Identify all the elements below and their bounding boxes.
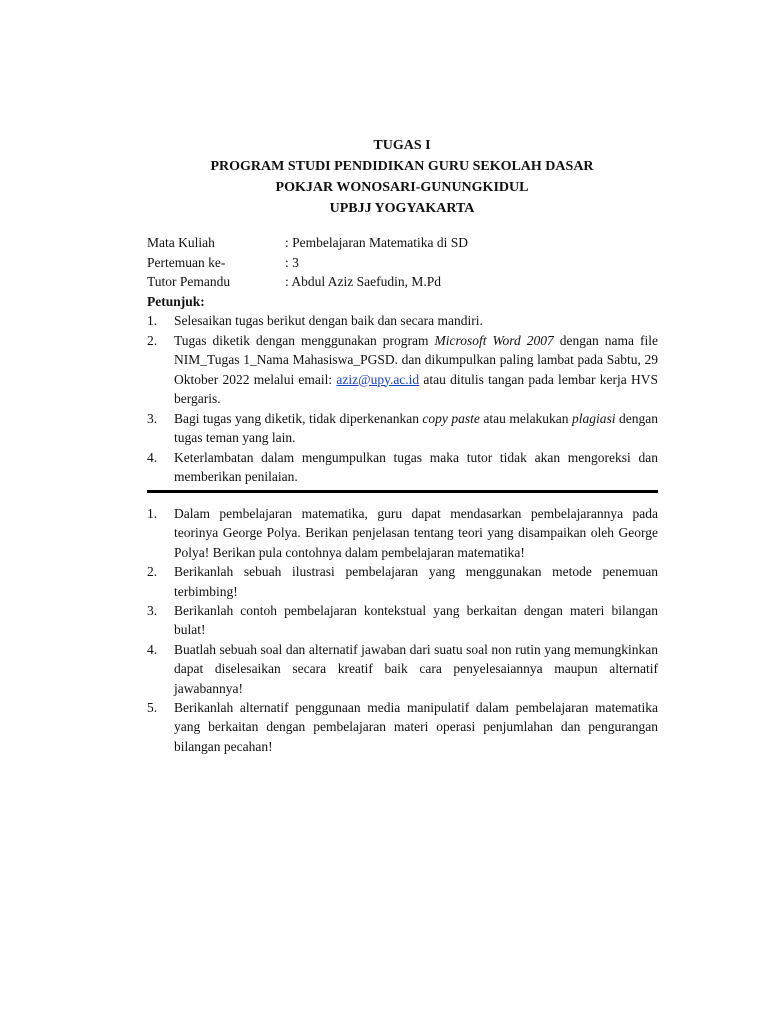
instruction-text: Bagi tugas yang diketik, tidak diperkenankan bbox=[174, 410, 423, 426]
session-label: Pertemuan ke- bbox=[147, 254, 226, 270]
instruction-text: Selesaikan tugas berikut dengan baik dan secara mandiri. bbox=[174, 313, 483, 328]
instruction-number: 1. bbox=[147, 313, 158, 328]
email-link[interactable]: aziz@upy.ac.id bbox=[336, 371, 420, 387]
tutor-label: Tutor Pemandu bbox=[147, 274, 231, 289]
instruction-text: dengan nama file NIM_Tugas 1_Nama Mahasiswa_PGSD. dan dikumpulkan paling lambat pada Sabtu, 29 Oktober 2022 melalui email: bbox=[174, 332, 658, 387]
course-info-row bbox=[147, 272, 657, 292]
emphasis-copy-paste: copy paste bbox=[422, 410, 480, 426]
task-item bbox=[147, 698, 658, 756]
instruction-item bbox=[147, 311, 658, 331]
task-text: Buatlah sebuah soal dan alternatif jawaban dari suatu soal non rutin yang memungkinkan dapat diselesaikan secara kreatif baik cara penyelesaiannya maupun alternatif jawabannya! bbox=[174, 641, 658, 696]
emphasis-plagiasi: plagiasi bbox=[572, 410, 616, 426]
task-item bbox=[147, 640, 658, 698]
course-info bbox=[147, 233, 657, 292]
task-list bbox=[147, 504, 658, 756]
header-pokjar: POKJAR WONOSARI-GUNUNGKIDUL bbox=[275, 180, 529, 195]
instruction-text: Tugas diketik dengan menggunakan program bbox=[174, 332, 435, 348]
task-item bbox=[147, 601, 658, 640]
task-text: Dalam pembelajaran matematika, guru dapat mendasarkan pembelajarannya pada teorinya George Polya. Berikan penjelasan tentang teori yang disampaikan oleh George Polya! Berikan pula contohnya dalam pembelajaran matematika! bbox=[174, 506, 658, 560]
course-info-row bbox=[147, 253, 657, 273]
task-item bbox=[147, 504, 658, 562]
header-program: PROGRAM STUDI PENDIDIKAN GURU SEKOLAH DASAR bbox=[210, 159, 594, 174]
instruction-number: 4. bbox=[147, 449, 158, 465]
section-divider bbox=[147, 490, 658, 493]
task-number: 4. bbox=[147, 641, 158, 657]
instruction-text: atau ditulis tangan pada lembar kerja HVS bergaris. bbox=[174, 371, 658, 406]
instructions-title: Petunjuk: bbox=[147, 294, 205, 309]
instruction-item bbox=[147, 409, 658, 448]
task-number: 3. bbox=[147, 603, 158, 619]
task-number: 1. bbox=[147, 506, 158, 521]
instruction-item bbox=[147, 448, 658, 487]
instruction-number: 3. bbox=[147, 410, 158, 426]
task-number: 2. bbox=[147, 564, 158, 580]
software-name: Microsoft Word 2007 bbox=[434, 332, 554, 348]
task-number: 5. bbox=[147, 700, 158, 716]
instruction-text: Keterlambatan dalam mengumpulkan tugas maka tutor tidak akan mengoreksi dan memberikan penilaian. bbox=[174, 449, 658, 484]
task-text: Berikanlah sebuah ilustrasi pembelajaran yang menggunakan metode penemuan terbimbing! bbox=[174, 564, 658, 599]
instruction-item bbox=[147, 331, 658, 409]
course-label: Mata Kuliah bbox=[147, 235, 215, 250]
course-value: : Pembelajaran Matematika di SD bbox=[285, 235, 468, 250]
course-info-row bbox=[147, 233, 657, 253]
header-upbjj: UPBJJ YOGYAKARTA bbox=[329, 201, 475, 216]
task-text: Berikanlah contoh pembelajaran kontekstual yang berkaitan dengan materi bilangan bulat! bbox=[174, 603, 658, 638]
document-header bbox=[146, 135, 658, 219]
instruction-text: atau melakukan bbox=[479, 410, 573, 426]
tutor-value: : Abdul Aziz Saefudin, M.Pd bbox=[285, 274, 441, 289]
header-title: TUGAS I bbox=[373, 138, 431, 153]
instructions-list bbox=[147, 311, 658, 487]
session-value: : 3 bbox=[285, 254, 299, 270]
instruction-text: dengan tugas teman yang lain. bbox=[174, 410, 659, 445]
task-item bbox=[147, 562, 658, 601]
task-text: Berikanlah alternatif penggunaan media manipulatif dalam pembelajaran matematika yang berkaitan dengan pembelajaran materi operasi penjumlahan dan pengurangan bilangan pecahan! bbox=[174, 700, 658, 754]
instruction-number: 2. bbox=[147, 332, 158, 348]
